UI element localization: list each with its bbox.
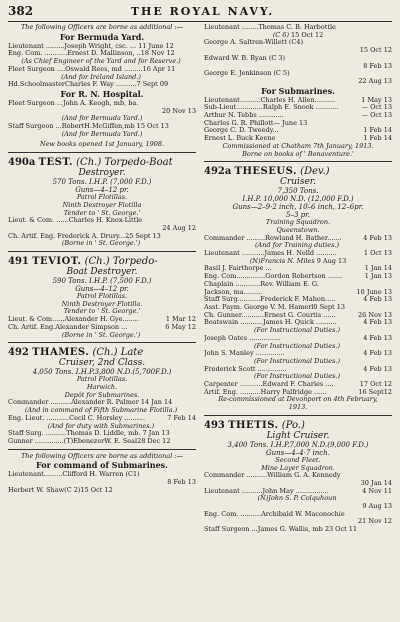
entry-text: (C 6) xyxy=(272,31,289,39)
entry-date: 17 Oct 12 xyxy=(359,381,392,389)
list-item xyxy=(204,39,392,47)
entry-date xyxy=(390,511,392,519)
borne-note: Borne on books of ' Bonaventure.' xyxy=(242,149,354,158)
entry-text: George C. D. Tweedy... xyxy=(204,127,279,135)
section-submarine-command: For command of Submarines. xyxy=(36,460,168,471)
entry-text: Commander ..........Alexander R. Palmer 14 Jan 14 xyxy=(8,399,173,407)
list-item xyxy=(204,104,392,112)
list-item xyxy=(204,511,392,519)
list-item xyxy=(204,518,392,526)
entry-date xyxy=(339,242,341,250)
tender-note: Tender to ' St. George.' xyxy=(63,208,141,217)
section-submarines: For Submarines. xyxy=(261,85,335,96)
list-item xyxy=(204,350,392,358)
entry-date: 15 Oct 12 xyxy=(359,47,392,55)
list-item xyxy=(204,281,392,289)
entry-text: Lieutenant .........Joseph Wright, csc. ... 11 June 12 xyxy=(8,42,174,50)
list-item xyxy=(204,32,392,40)
entry-text: Lieutenant..........Charles H. Allen.......... xyxy=(204,96,336,104)
entry-date xyxy=(194,487,196,495)
list-item xyxy=(204,265,392,273)
list-item xyxy=(204,343,392,351)
entry-date xyxy=(194,438,196,446)
ship-heading: 492 THAMES. (Ch.) Late xyxy=(8,347,144,359)
list-item xyxy=(204,296,392,304)
list-item xyxy=(8,407,196,415)
ship-entry-test xyxy=(8,157,196,248)
entry-text: Lieutenant ...........James H. Nelld .......... xyxy=(204,250,337,258)
list-item xyxy=(204,120,392,128)
entry-text: (Borne in ' St. George.') xyxy=(61,240,141,248)
ship-heading: 493 THETIS. (Po.) xyxy=(204,419,305,431)
entry-text: Lieutenant ..........John May ................ xyxy=(204,487,329,495)
list-item: 20 Nov 13 xyxy=(162,106,196,115)
entry-date: 4 Feb 13 xyxy=(363,296,392,304)
commission-note: Commissioned at Chatham 7th January, 1913. xyxy=(222,141,374,150)
officer-list xyxy=(204,472,392,534)
entry-date: 1 Jan 13 xyxy=(364,273,392,281)
entry-text: (And in command of Fifth Submarine Flotilla.) xyxy=(24,407,178,415)
flotilla: Ninth Destroyer Flotilla xyxy=(62,200,142,209)
divider xyxy=(8,152,196,153)
station: Queenstown. xyxy=(276,225,320,234)
list-item xyxy=(204,319,392,327)
yard-list xyxy=(8,43,196,89)
entry-text: Eng. Com. ..........Archibald W. Maconochie xyxy=(204,510,345,518)
list-item xyxy=(204,358,392,366)
list-item xyxy=(204,63,392,71)
entry-date xyxy=(194,217,196,225)
entry-date: 4 Feb 13 xyxy=(363,334,392,342)
ship-type: Boat Destroyer. xyxy=(66,267,138,278)
entry-date: 4 Feb 13 xyxy=(363,365,392,373)
entry-date: 21 Nov 12 xyxy=(358,518,392,526)
ship-type: Cruiser. xyxy=(280,177,316,188)
left-column xyxy=(8,24,196,536)
entry-text: Joseph Oates ............... xyxy=(204,334,281,342)
squadron: Mine Layer Squadron. xyxy=(261,463,335,472)
ship-entry-teviot xyxy=(8,256,196,339)
entry-text: Eng. Lieut. ...........Cecil C. Horsley .......... xyxy=(8,414,146,422)
entry-date xyxy=(340,373,342,381)
list-item: Fleet Surgeon ...John A. Keogh, mb, ba. xyxy=(8,98,139,107)
flotilla: Ninth Destroyer Flotilla. xyxy=(61,299,143,308)
list-item xyxy=(8,316,196,324)
entry-date: — Oct 13 xyxy=(361,112,392,120)
entry-date xyxy=(340,358,342,366)
list-item xyxy=(8,43,196,51)
ship-tonnage: 4,050 Tons. I.H.P.3,800 N.D.(5,700F.D.) xyxy=(32,368,172,377)
entry-text: Lieut. & Com. ......Charles H. Knox-Little xyxy=(8,217,143,225)
list-item xyxy=(204,312,392,320)
entry-date xyxy=(390,55,392,63)
entry-text: (N)John S. P. Colquhoun xyxy=(257,495,337,503)
entry-date xyxy=(194,81,196,89)
entry-date: 9 Aug 13 xyxy=(316,257,347,265)
entry-text: (For Instructional Duties.) xyxy=(253,342,341,350)
list-item xyxy=(8,66,196,74)
list-item xyxy=(204,55,392,63)
entry-date: 4 Feb 13 xyxy=(363,350,392,358)
ship-guns: Guns—4–4·7 inch. xyxy=(266,448,330,457)
page-header xyxy=(8,4,392,20)
entry-text: (And for Ireland Island.) xyxy=(61,73,141,81)
section-bermuda-yard: For Bermuda Yard. xyxy=(59,31,145,42)
entry-date: 1 Feb 14 xyxy=(363,127,392,135)
entry-date xyxy=(390,24,392,32)
entry-text: Eng. Com. ...........Ernest D. Mallinson, ..18 Nov 12 xyxy=(8,50,175,58)
divider xyxy=(8,342,196,343)
entry-date: 4 Nov 11 xyxy=(362,487,392,495)
entry-date xyxy=(154,423,156,431)
list-item xyxy=(204,304,392,312)
entry-text: Commander ..........William G. A. Kennedy xyxy=(204,472,341,480)
entry-text: Frederick Scott .............. xyxy=(204,365,287,373)
entry-text: (For Instructional Duties.) xyxy=(253,327,341,335)
list-item xyxy=(204,235,392,243)
list-item xyxy=(8,74,196,82)
entry-date xyxy=(140,332,142,340)
list-item xyxy=(204,373,392,381)
list-item xyxy=(204,289,392,297)
entry-date xyxy=(181,58,183,66)
entry-date: 22 Aug 13 xyxy=(358,77,392,85)
entry-date: 8 Feb 13 xyxy=(363,62,392,70)
list-item xyxy=(204,24,392,32)
entry-date xyxy=(194,43,196,51)
recommission-note: Re-commissioned at Devonport on 4th February, xyxy=(218,395,378,404)
entry-date xyxy=(390,472,392,480)
header-rule xyxy=(8,21,392,22)
entry-text: Lieutenant ........Thomas C. B. Harbottle xyxy=(204,24,336,31)
entry-date xyxy=(177,407,179,415)
entry-text: Ernest L. Buck Keene xyxy=(204,135,276,143)
flotilla: Patrol Flotillas. xyxy=(76,292,128,301)
entry-date: — Oct 13 xyxy=(361,104,392,112)
ship-tonnage: 3,400 Tons. I.H.P.7,000 N.D.(9,000 F.D.) xyxy=(227,440,369,449)
list-item xyxy=(8,471,196,479)
entry-text: Staff Surgeon ...James G. Wallis, mb 23 Oct 11 xyxy=(204,526,358,534)
entry-text: Gunner ..............(T)EbenezerW. E. Seal28 Dec 12 xyxy=(8,437,171,445)
entry-text: Arthur N. Tebbs ............ xyxy=(204,112,284,120)
entry-date: 1 Feb 14 xyxy=(363,135,392,143)
list-item xyxy=(204,273,392,281)
entry-text: Staff Surg...........Frederick F. Mahon..... xyxy=(204,296,336,304)
list-item xyxy=(204,78,392,86)
ship-tonnage: 7,350 Tons. xyxy=(277,187,319,196)
entry-text: Sub-Lieut.............Ralph E. Snook ........... xyxy=(204,104,339,112)
officer-list xyxy=(8,217,196,248)
entry-date xyxy=(194,50,196,58)
divider xyxy=(8,251,196,252)
entry-date: 24 Aug 12 xyxy=(162,224,196,232)
entry-date xyxy=(140,240,142,248)
list-item: Staff Surgeon ...RobertH.McGiffen,mb 15 Oct 13 xyxy=(8,122,169,131)
list-item xyxy=(8,217,196,225)
entry-date xyxy=(194,430,196,438)
list-item xyxy=(204,112,392,120)
entry-text: George E. Jenkinson (C 5) xyxy=(204,70,290,78)
list-item xyxy=(8,487,196,495)
list-item xyxy=(8,438,196,446)
entry-text: Commander .........Rowland H. Bather....... xyxy=(204,234,342,242)
entry-text: Edward W. B. Ryan (C 3) xyxy=(204,54,286,62)
entry-date: 9 Aug 13 xyxy=(362,503,392,511)
list-item xyxy=(204,47,392,55)
hospital-list xyxy=(8,100,196,139)
list-item xyxy=(204,381,392,389)
officer-list xyxy=(204,24,392,86)
entry-text: Ch. Gunner...........Ernest G. Courtis ...... xyxy=(204,311,336,319)
entry-text: Fleet Surgeon ....Oswald Rees, md .........16 Apr 11 xyxy=(8,65,176,73)
entry-date: 26 Nov 13 xyxy=(358,311,392,319)
list-item xyxy=(8,324,196,332)
page-number: 382 xyxy=(8,4,34,18)
entry-text: (And for duty with Submarines.) xyxy=(47,422,155,430)
list-item xyxy=(204,242,392,250)
ship-entry-theseus xyxy=(204,166,392,412)
recommission-year: 1913. xyxy=(288,403,308,412)
list-item: (And for Bermuda Yard.) xyxy=(61,129,143,138)
entry-date xyxy=(194,233,196,241)
page-title: THE ROYAL NAVY. xyxy=(130,5,275,18)
entry-text: Charles G. R. Phillott— June 13 xyxy=(204,119,308,127)
flotilla: Patrol Flotillas. xyxy=(76,193,128,202)
entry-text: Herbert W. Shaw(C 2)15 Oct 12 xyxy=(8,486,113,494)
list-item xyxy=(8,399,196,407)
entry-date xyxy=(390,304,392,312)
entry-date: 16 Sept12 xyxy=(358,388,392,396)
list-item xyxy=(204,488,392,496)
entry-text: Carpenter ...........Edward F. Charles .... xyxy=(204,381,334,389)
new-books-note: New books opened 1st January, 1908. xyxy=(39,140,165,149)
entry-date: 4 Feb 13 xyxy=(363,234,392,242)
ship-guns: Guns—4–12 pr. xyxy=(75,285,129,294)
entry-date: 4 Feb 13 xyxy=(363,319,392,327)
entry-text: Artif. Eng. ..........Harry Palfridge ...... xyxy=(204,388,327,396)
ship-entry-thetis xyxy=(204,420,392,534)
ship-tonnage: 590 Tons. I.H.P. (7,500 F.D.) xyxy=(52,277,152,286)
entry-date: 10 June 13 xyxy=(356,288,392,296)
ship-guns: Guns—2–9·2 inch, 10–6 inch, 12–6pr. xyxy=(232,203,364,212)
entry-date: 6 May 12 xyxy=(165,323,196,331)
list-item xyxy=(204,127,392,135)
list-item xyxy=(204,70,392,78)
officer-list xyxy=(8,471,196,494)
divider xyxy=(204,415,392,416)
ship-heading: 492a THESEUS. (Dev.) xyxy=(204,166,330,178)
ship-tonnage: 570 Tons. I.H.P. (7,000 F.D.) xyxy=(52,178,152,187)
ship-heading: 490a TEST. (Ch.) Torpedo-Boat xyxy=(8,157,173,169)
list-item xyxy=(8,225,196,233)
ship-guns: 5–3 pr. xyxy=(286,211,310,220)
flotilla: Patrol Flotillas. xyxy=(76,375,128,384)
additional-intro: The following Officers are borne as additional :— xyxy=(20,24,184,31)
ship-type: Destroyer. xyxy=(78,168,126,179)
divider xyxy=(8,449,196,450)
list-item xyxy=(8,415,196,423)
section-hospital: For R. N. Hospital. xyxy=(60,88,144,99)
officer-list xyxy=(8,399,196,445)
entry-text: Lieut. & Com......Alexander H. Gye........ xyxy=(8,316,140,324)
officer-list xyxy=(204,235,392,397)
list-item xyxy=(8,240,196,248)
ship-heading: 491 TEVIOT. (Ch.) Torpedo- xyxy=(8,256,158,268)
additional-intro: The following Officers are borne as additional :— xyxy=(20,451,184,460)
entry-text: (Borne in ' St. George.') xyxy=(61,331,141,339)
list-item xyxy=(204,495,392,503)
entry-date xyxy=(194,471,196,479)
list-item xyxy=(204,327,392,335)
right-column xyxy=(204,24,392,536)
squadron: Training Squadron. xyxy=(265,218,331,227)
list-item xyxy=(204,366,392,374)
entry-text: Boatswain ...........James H. Quick .......... xyxy=(204,319,337,327)
entry-date: 1 Mar 12 xyxy=(165,316,196,324)
list-item xyxy=(8,50,196,58)
officer-list xyxy=(204,97,392,143)
entry-text: Asst. Paym. George V. M. Hamerl0 Sept 13 xyxy=(204,303,345,311)
officer-list xyxy=(8,316,196,339)
entry-date xyxy=(194,66,196,74)
entry-date: 30 Jan 14 xyxy=(360,479,392,487)
list-item xyxy=(8,332,196,340)
entry-text: (For Instructional Duties.) xyxy=(253,357,341,365)
list-item xyxy=(8,233,196,241)
entry-text: Ch. Artif. Eng. Frederick A. Drury...25 Sept 13 xyxy=(8,232,161,240)
entry-text: John S. Manley .............. xyxy=(204,350,285,358)
entry-text: Eng. Com..............Gordon Robertson ....... xyxy=(204,273,343,281)
entry-date: 1 May 13 xyxy=(361,96,392,104)
list-item: (And for Bermuda Yard.) xyxy=(61,114,143,123)
entry-date: 1 Jan 14 xyxy=(364,265,392,273)
entry-text: Jackson, ma......... xyxy=(204,288,263,296)
entry-text: Ch. Artif. Eng.Alexander Simpson ... xyxy=(8,323,128,331)
ship-guns: Guns—4–12 pr. xyxy=(75,186,129,195)
entry-date xyxy=(337,495,339,503)
entry-date xyxy=(141,74,143,82)
fleet: Second Fleet. xyxy=(275,455,321,464)
entry-date xyxy=(340,343,342,351)
list-item xyxy=(204,335,392,343)
list-item xyxy=(204,258,392,266)
ship-ihp: I.H.P. 10,000 N.D. (12,000 F.D.) xyxy=(242,195,354,204)
entry-text: Chaplain ............Rev. William E. G. xyxy=(204,280,319,288)
ship-type: Cruiser, 2nd Class. xyxy=(58,358,146,369)
entry-date: 15 Oct 12 xyxy=(290,31,324,39)
entry-date xyxy=(340,327,342,335)
entry-text: Lieutenant.........Clifford H. Warren (C1) xyxy=(8,471,140,479)
list-item xyxy=(204,250,392,258)
entry-date xyxy=(390,120,392,128)
list-item xyxy=(8,81,196,89)
list-item xyxy=(8,430,196,438)
entry-date xyxy=(390,526,392,534)
divider xyxy=(204,161,392,162)
ship-entry-thames xyxy=(8,347,196,494)
tender-note: Tender to ' St. George.' xyxy=(63,307,141,316)
entry-text: Basil J. Fairthorpe ... xyxy=(204,265,272,273)
list-item xyxy=(204,472,392,480)
entry-text: George A. Saltren-Willett (C4) xyxy=(204,39,304,47)
entry-date xyxy=(194,399,196,407)
list-item xyxy=(8,58,196,66)
entry-text: (For Instructional Duties.) xyxy=(253,373,341,381)
entry-date xyxy=(390,70,392,78)
list-item xyxy=(204,503,392,511)
entry-text: (As Chief Engineer of the Yard and for Reserve.) xyxy=(21,58,181,66)
list-item xyxy=(204,526,392,534)
ship-type: Light Cruiser. xyxy=(266,430,330,441)
list-item xyxy=(8,479,196,487)
entry-text: (And for Training duties.) xyxy=(254,242,340,250)
entry-text: Hd.SchoolmasterCharles F. Way ..........7 Sept 09 xyxy=(8,81,169,89)
flotilla: Harwich. xyxy=(86,382,118,391)
entry-date xyxy=(390,39,392,47)
list-item xyxy=(204,97,392,105)
entry-text: (N)Francis N. Miles xyxy=(249,257,315,265)
list-item xyxy=(8,423,196,431)
entry-date: 7 Feb 14 xyxy=(167,414,196,422)
list-item xyxy=(204,480,392,488)
entry-date: 8 Feb 13 xyxy=(167,479,196,487)
entry-date: 1 Oct 13 xyxy=(363,250,392,258)
entry-text: Staff Surg. ..........Thomas D. Liddle, mb. 7 Jan 13 xyxy=(8,430,170,438)
entry-date xyxy=(390,281,392,289)
depot-note: Depôt for Submarines. xyxy=(64,390,140,399)
